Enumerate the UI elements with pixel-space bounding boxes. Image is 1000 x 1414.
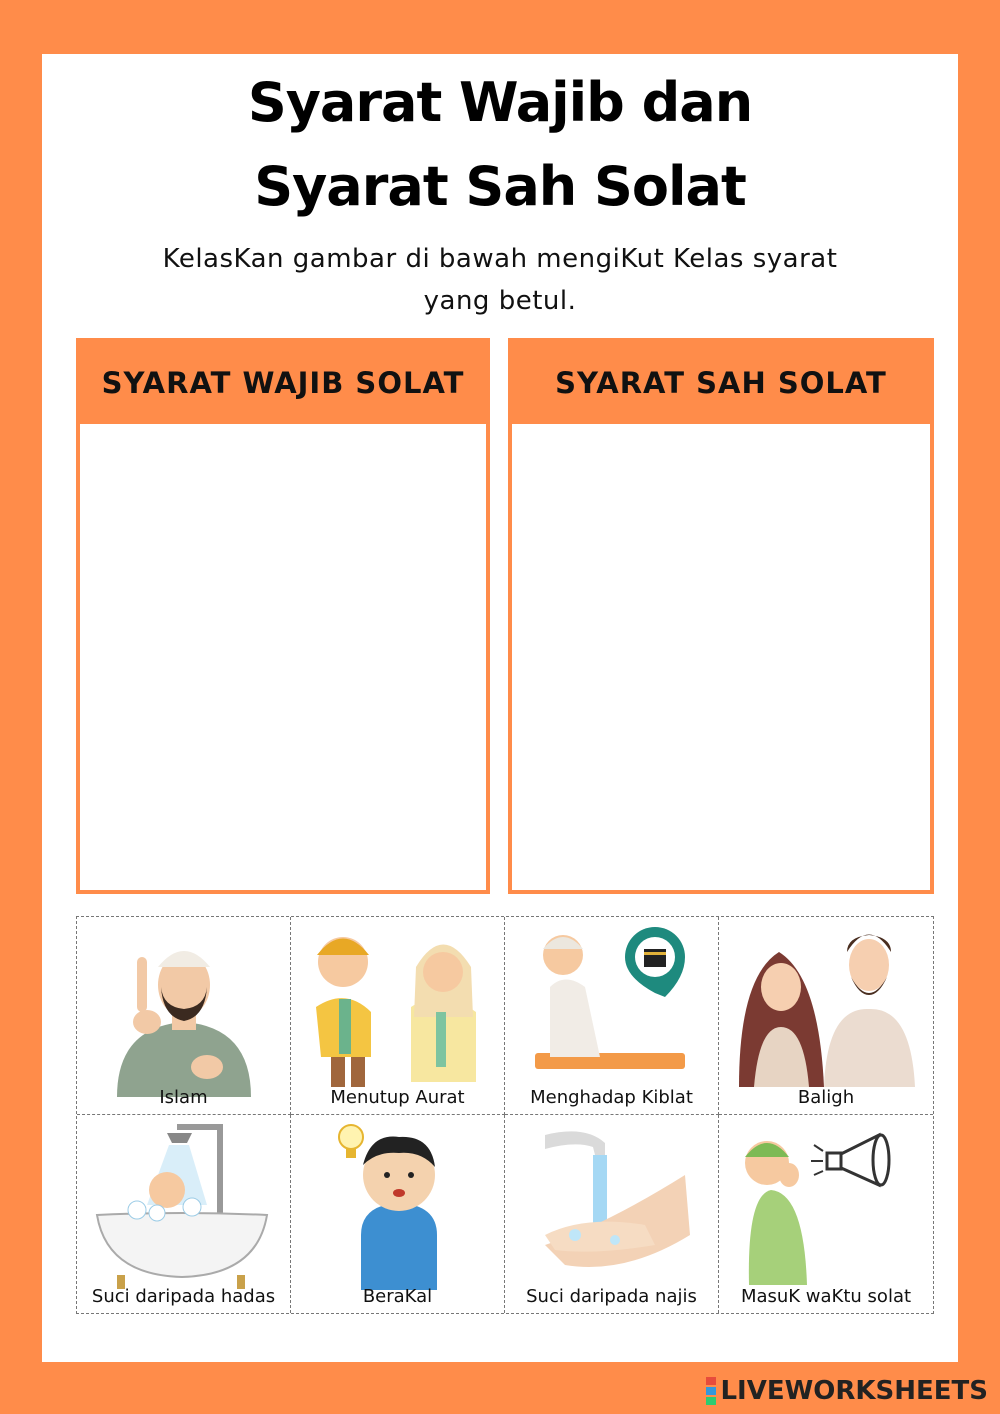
- brand-mark-icon: [706, 1376, 716, 1406]
- card-label: BeraKal: [362, 1286, 433, 1307]
- children-covering-aurat-icon: [291, 917, 505, 1115]
- card-berakal[interactable]: [291, 1115, 505, 1313]
- card-suci-daripada-hadas[interactable]: [77, 1115, 291, 1313]
- card-label: Baligh: [797, 1087, 855, 1108]
- drop-column-syarat-wajib: [76, 338, 490, 894]
- boy-facing-kiblat-icon: [505, 917, 719, 1115]
- title-line-2: Syarat Sah Solat: [254, 155, 746, 218]
- card-menghadap-kiblat[interactable]: [505, 917, 719, 1115]
- instruction: [102, 238, 898, 322]
- card-label: Menutup Aurat: [330, 1087, 465, 1108]
- drop-zone-syarat-wajib[interactable]: [80, 424, 486, 890]
- liveworksheets-logo: [706, 1376, 988, 1406]
- column-header-left: SYARAT WAJIB SOLAT: [80, 342, 486, 424]
- card-label: Suci daripada hadas: [91, 1286, 276, 1307]
- brand-name: LIVEWORKSHEETS: [720, 1376, 988, 1406]
- card-islam[interactable]: [77, 917, 291, 1115]
- card-label: Suci daripada najis: [526, 1286, 697, 1307]
- card-suci-daripada-najis[interactable]: [505, 1115, 719, 1313]
- drop-zone-syarat-sah[interactable]: [512, 424, 930, 890]
- card-label: Islam: [159, 1087, 208, 1108]
- muslim-man-raising-finger-icon: [77, 917, 291, 1115]
- instruction-line-2: yang betul.: [423, 286, 577, 316]
- boy-bathing-icon: [77, 1115, 291, 1313]
- boy-thinking-lightbulb-icon: [291, 1115, 505, 1313]
- washing-hands-icon: [505, 1115, 719, 1313]
- azan-loudspeaker-icon: [719, 1115, 933, 1313]
- card-menutup-aurat[interactable]: [291, 917, 505, 1115]
- card-baligh[interactable]: [719, 917, 933, 1115]
- drop-column-syarat-sah: [508, 338, 934, 894]
- card-label: Menghadap Kiblat: [530, 1087, 693, 1108]
- instruction-line-1: KelasKan gambar di bawah mengiKut Kelas syarat: [162, 244, 838, 274]
- title-line-1: Syarat Wajib dan: [247, 71, 753, 134]
- card-grid: [76, 916, 934, 1314]
- column-header-right: SYARAT SAH SOLAT: [512, 342, 930, 424]
- card-label: MasuK waKtu solat: [740, 1286, 912, 1307]
- card-masuk-waktu-solat[interactable]: [719, 1115, 933, 1313]
- worksheet-page: [42, 54, 958, 1362]
- adult-couple-praying-icon: [719, 917, 933, 1115]
